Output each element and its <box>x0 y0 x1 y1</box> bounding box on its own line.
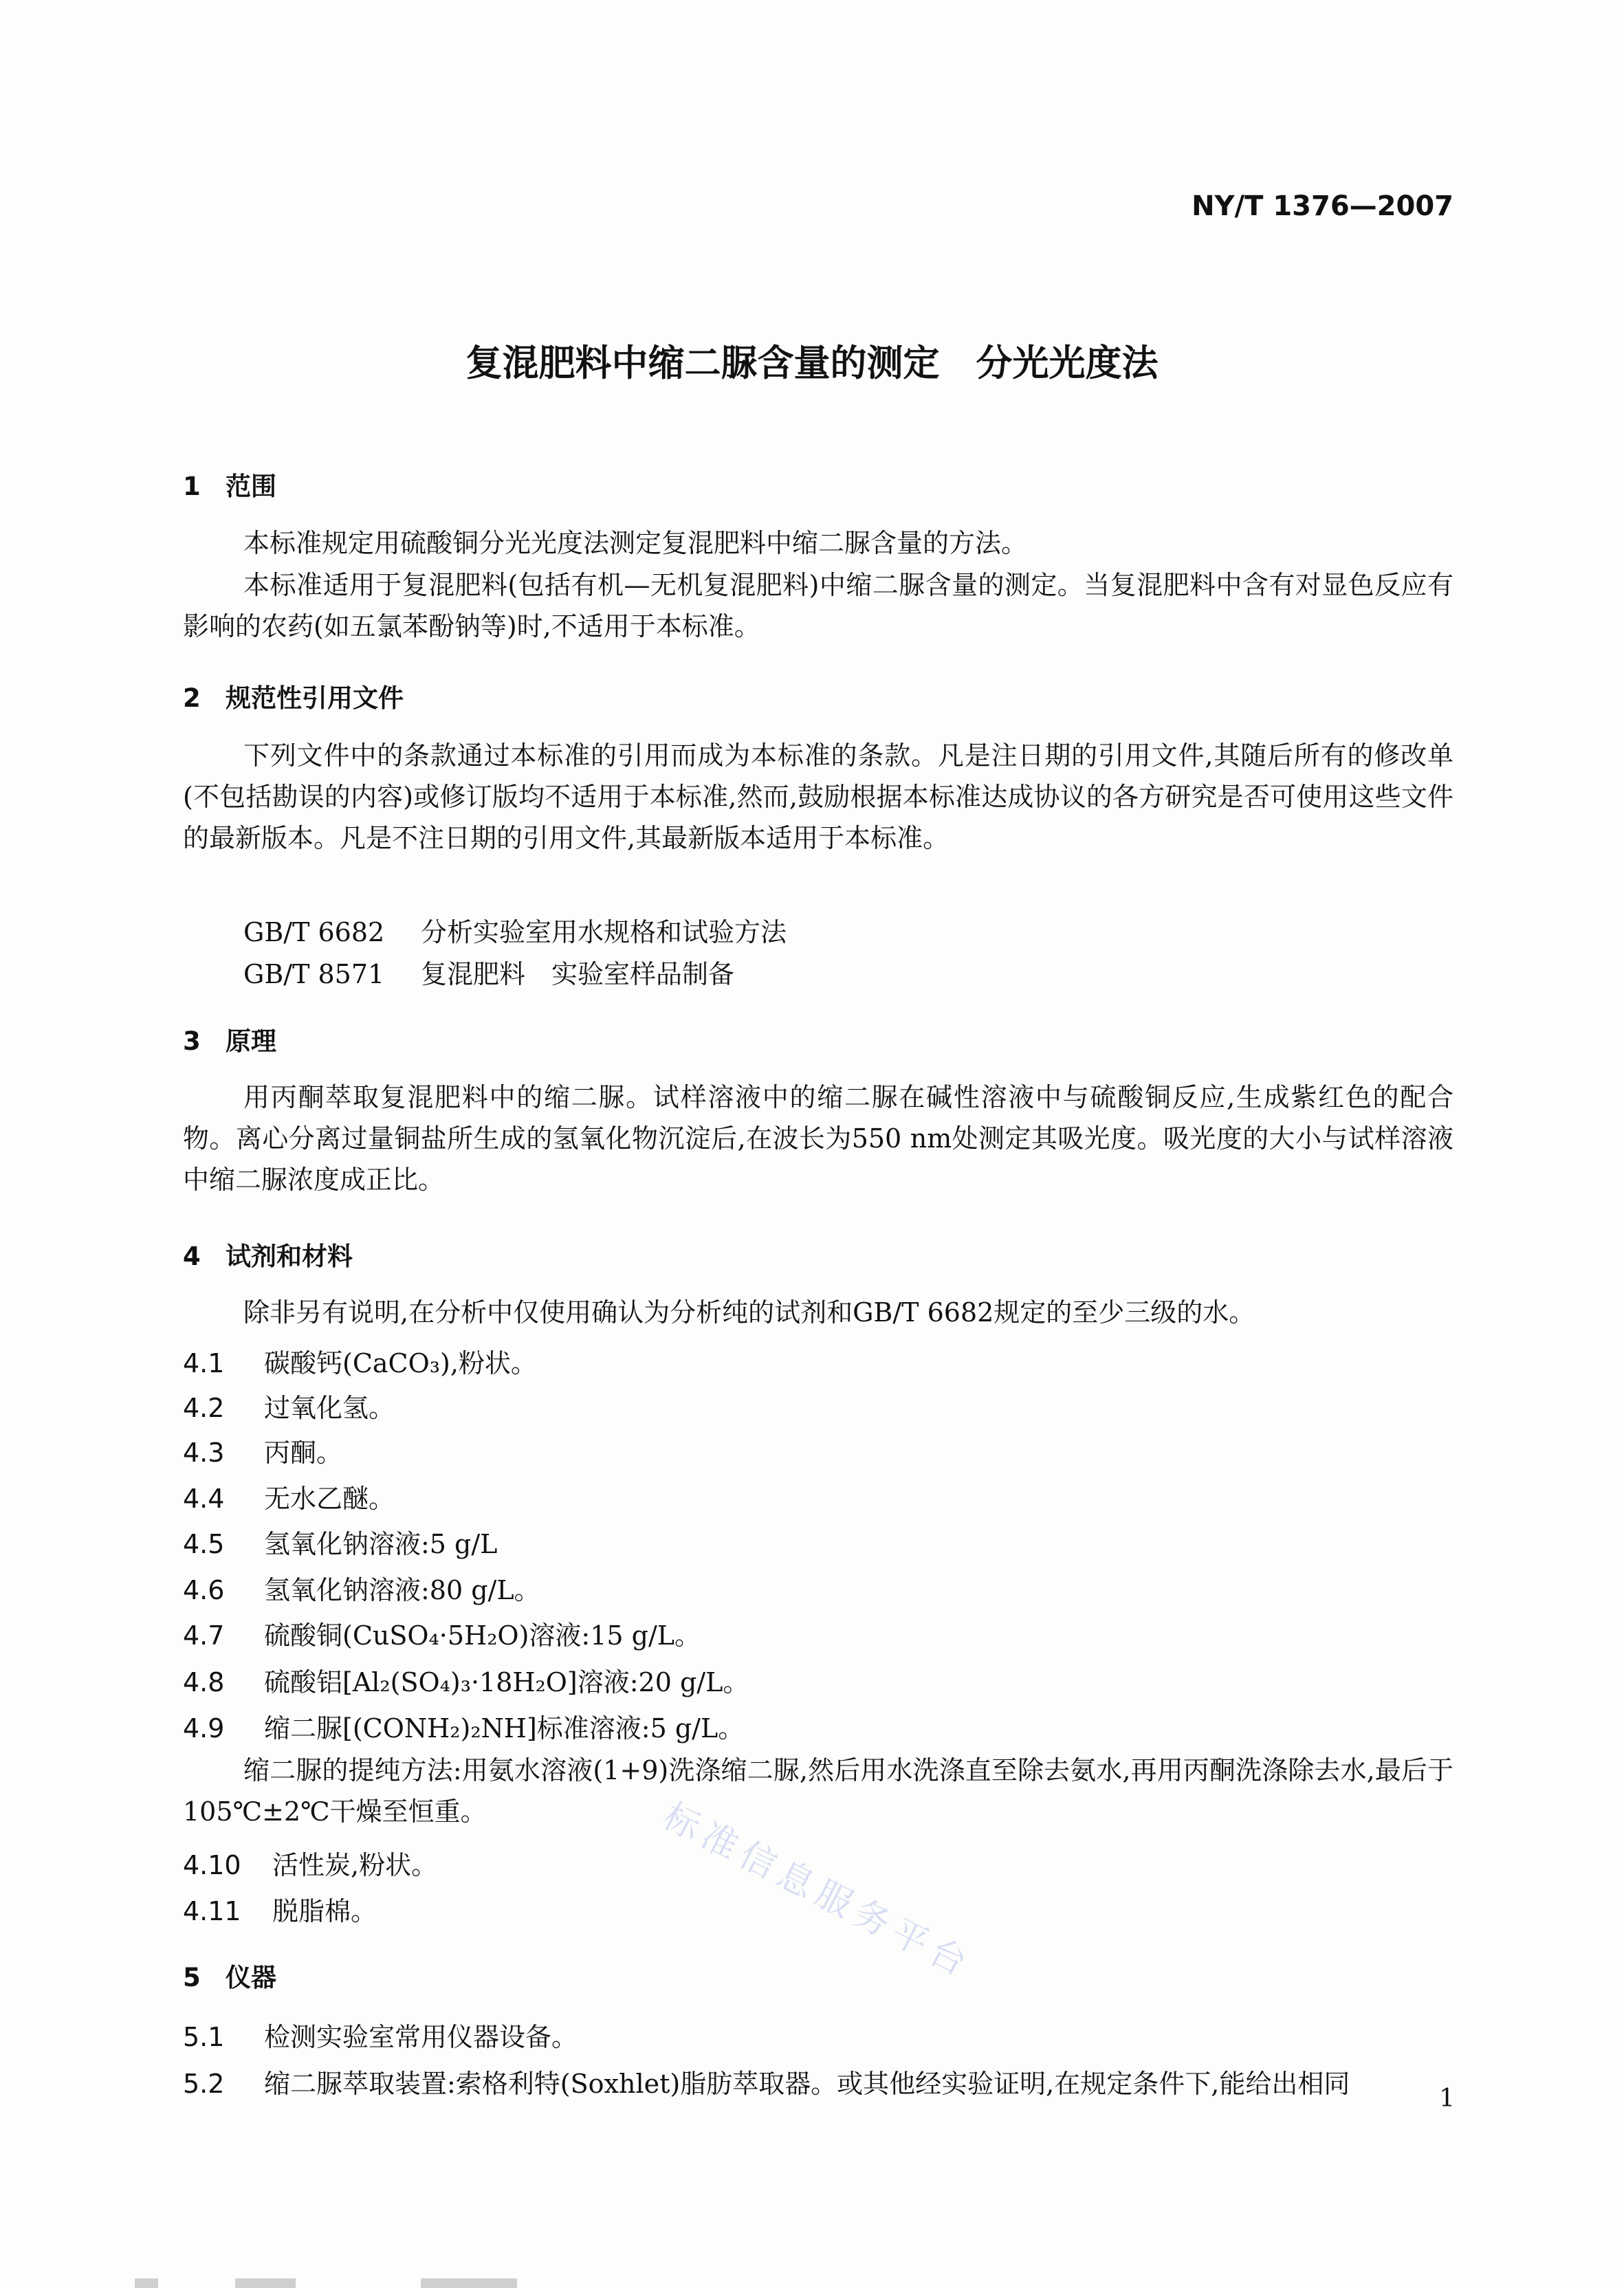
item-4-8 <box>183 1661 749 1699</box>
item-text: 硫酸铜(CuSO₄·5H₂O)溶液:15 g/L。 <box>264 1620 701 1651</box>
section-title: 原理 <box>226 1026 276 1056</box>
item-4-7 <box>183 1614 701 1652</box>
reference-code: GB/T 6682 <box>243 917 385 947</box>
item-4-10 <box>183 1844 437 1882</box>
reference-title: 复混肥料 实验室样品制备 <box>421 959 735 989</box>
item-number: 5.1 <box>183 2022 225 2052</box>
standard-number: NY/T 1376—2007 <box>1192 190 1453 222</box>
item-4-3 <box>183 1431 342 1469</box>
item-text: 缩二脲萃取装置:索格利特(Soxhlet)脂肪萃取器。或其他经实验证明,在规定条件下,能给出相同 <box>264 2069 1350 2099</box>
item-number: 4.3 <box>183 1438 225 1468</box>
item-4-4 <box>183 1477 395 1515</box>
paragraph-scope-2: 本标准适用于复混肥料(包括有机—无机复混肥料)中缩二脲含量的测定。当复混肥料中含有对显色反应有影响的农药(如五氯苯酚钠等)时,不适用于本标准。 <box>183 570 1453 641</box>
item-number: 4.9 <box>183 1713 225 1744</box>
scan-edge-mark <box>135 2278 158 2288</box>
item-number: 4.1 <box>183 1348 225 1378</box>
paragraph-scope-1: 本标准规定用硫酸铜分光光度法测定复混肥料中缩二脲含量的方法。 <box>243 528 1028 558</box>
item-text: 硫酸铝[Al₂(SO₄)₃·18H₂O]溶液:20 g/L。 <box>264 1667 749 1697</box>
paragraph-biuret-purification: 缩二脲的提纯方法:用氨水溶液(1+9)洗涤缩二脲,然后用水洗涤直至除去氨水,再用丙酮洗涤除去水,最后于105℃±2℃干燥至恒重。 <box>183 1755 1453 1827</box>
reference-code: GB/T 8571 <box>243 959 385 989</box>
item-text: 氢氧化钠溶液:80 g/L。 <box>264 1575 540 1605</box>
item-text: 氢氧化钠溶液:5 g/L <box>264 1529 498 1559</box>
item-number: 4.8 <box>183 1667 225 1697</box>
section-3-heading <box>183 1020 276 1057</box>
section-title: 试剂和材料 <box>226 1242 353 1271</box>
item-number: 4.5 <box>183 1529 225 1559</box>
scan-edge-mark <box>235 2278 296 2288</box>
item-number: 4.6 <box>183 1575 225 1605</box>
section-1-heading <box>183 465 276 503</box>
page-number: 1 <box>1439 2084 1455 2113</box>
paragraph-reagents-intro: 除非另有说明,在分析中仅使用确认为分析纯的试剂和GB/T 6682规定的至少三级的水。 <box>243 1297 1255 1328</box>
item-text: 脱脂棉。 <box>272 1896 377 1926</box>
reference-title: 分析实验室用水规格和试验方法 <box>421 917 787 947</box>
item-4-5 <box>183 1523 497 1561</box>
section-number: 2 <box>183 683 201 713</box>
item-4-9 <box>183 1707 744 1745</box>
item-text: 缩二脲[(CONH₂)₂NH]标准溶液:5 g/L。 <box>264 1713 745 1744</box>
paragraph-references: 下列文件中的条款通过本标准的引用而成为本标准的条款。凡是注日期的引用文件,其随后所有的修改单(不包括勘误的内容)或修订版均不适用于本标准,然而,鼓励根据本标准达成协议的各方研究是否可使用这些文件的最新版本。凡是不注日期的引用文件,其最新版本适用于本标准。 <box>183 740 1453 853</box>
section-4-heading <box>183 1235 353 1273</box>
section-2-heading <box>183 677 404 714</box>
section-5-heading <box>183 1957 276 1994</box>
item-number: 4.4 <box>183 1484 225 1514</box>
item-text: 过氧化氢。 <box>264 1393 395 1423</box>
section-number: 5 <box>183 1963 201 1992</box>
scan-edge-mark <box>421 2278 517 2288</box>
item-text: 丙酮。 <box>264 1438 343 1468</box>
item-5-1 <box>183 2016 578 2054</box>
item-4-1 <box>183 1342 537 1380</box>
item-number: 5.2 <box>183 2069 225 2099</box>
item-text: 无水乙醚。 <box>264 1484 395 1514</box>
item-text: 活性炭,粉状。 <box>272 1850 438 1880</box>
item-5-2 <box>183 2062 1350 2100</box>
item-number: 4.2 <box>183 1393 225 1423</box>
item-4-6 <box>183 1569 540 1607</box>
section-number: 4 <box>183 1242 201 1271</box>
watermark: 标准信息服务平台 <box>656 1795 980 1988</box>
section-title: 仪器 <box>226 1963 276 1992</box>
item-number: 4.7 <box>183 1620 225 1651</box>
document-title: 复混肥料中缩二脲含量的测定 分光光度法 <box>465 342 1159 384</box>
section-title: 规范性引用文件 <box>226 683 404 713</box>
section-number: 3 <box>183 1026 201 1056</box>
item-number: 4.10 <box>183 1850 241 1880</box>
reference-gbt8571 <box>243 953 734 991</box>
reference-gbt6682 <box>243 911 787 949</box>
section-title: 范围 <box>226 472 276 501</box>
item-text: 检测实验室常用仪器设备。 <box>264 2022 578 2052</box>
item-number: 4.11 <box>183 1896 241 1926</box>
item-4-2 <box>183 1387 395 1424</box>
paragraph-principle: 用丙酮萃取复混肥料中的缩二脲。试样溶液中的缩二脲在碱性溶液中与硫酸铜反应,生成紫红色的配合物。离心分离过量铜盐所生成的氢氧化物沉淀后,在波长为550 nm处测定其吸光度。吸光度的大小与试样溶液中缩二脲浓度成正比。 <box>183 1082 1453 1195</box>
section-number: 1 <box>183 472 201 501</box>
item-4-11 <box>183 1890 377 1928</box>
item-text: 碳酸钙(CaCO₃),粉状。 <box>264 1348 537 1378</box>
